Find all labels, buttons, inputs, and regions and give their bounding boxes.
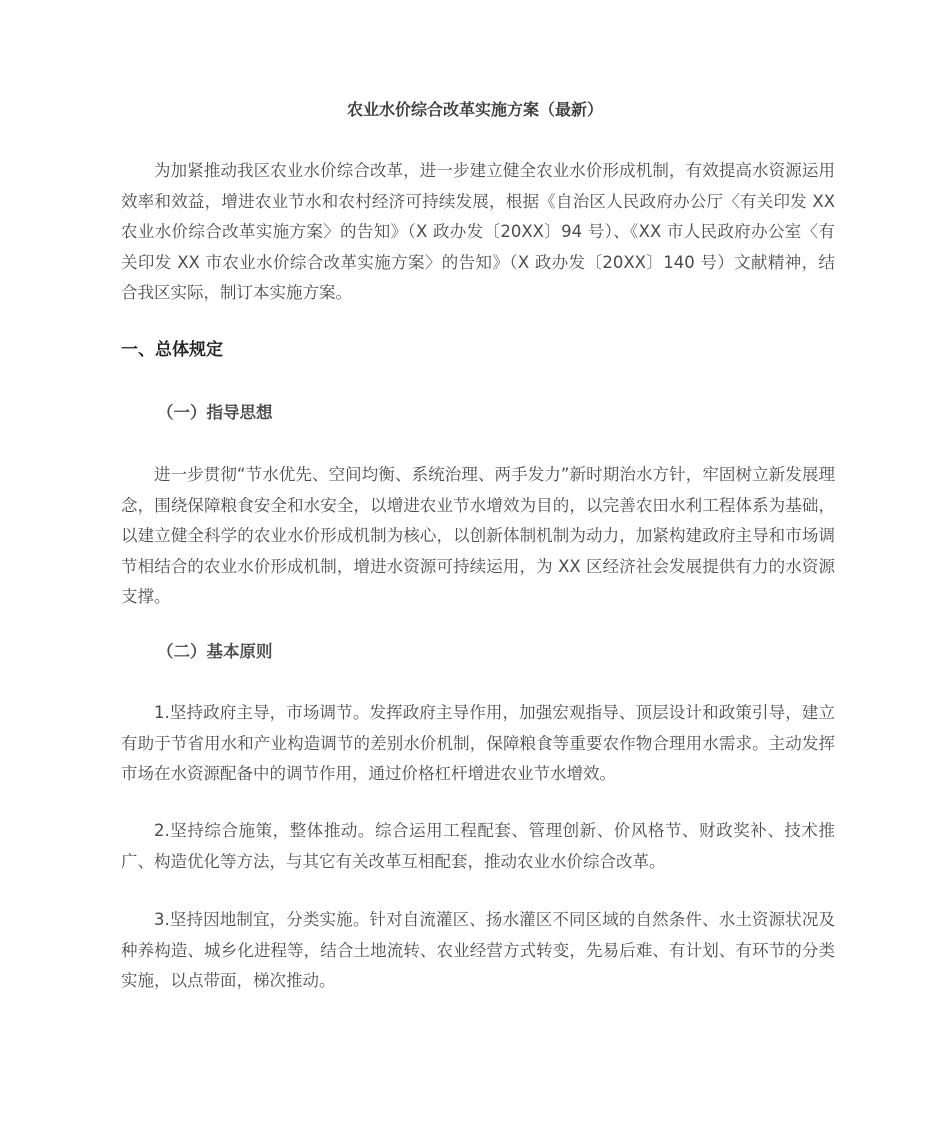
section-heading-general: 一、总体规定 [121, 340, 223, 360]
document-title: 农业水价综合改革实施方案（最新） [346, 100, 603, 119]
subheading-basic-principles: （二）基本原则 [157, 642, 273, 661]
principle-paragraph-3: 3.坚持因地制宜，分类实施。针对自流灌区、扬水灌区不同区域的自然条件、水土资源状况及种养构造、城乡化进程等，结合土地流转、农业经营方式转变，先易后难、有计划、有环节的分类实施，以点带面，梯次推动。 [121, 910, 835, 990]
principle-paragraph-1: 1.坚持政府主导，市场调节。发挥政府主导作用，加强宏观指导、顶层设计和政策引导，建立有助于节省用水和产业构造调节的差别水价机制，保障粮食等重要农作物合理用水需求。主动发挥市场在水资源配备中的调节作用，通过价格杠杆增进农业节水增效。 [121, 703, 835, 783]
guiding-thought-paragraph: 进一步贯彻“节水优先、空间均衡、系统治理、两手发力”新时期治水方针，牢固树立新发展理念，围绕保障粮食安全和水安全，以增进农业节水增效为目的，以完善农田水利工程体系为基础，以建立健全科学的农业水价形成机制为核心，以创新体制机制为动力，加紧构建政府主导和市场调节相结合的农业水价形成机制，增进水资源可持续运用，为 XX 区经济社会发展提供有力的水资源支撑。 [121, 465, 835, 606]
principle-paragraph-2: 2.坚持综合施策，整体推动。综合运用工程配套、管理创新、价风格节、财政奖补、技术推广、构造优化等方法，与其它有关改革互相配套，推动农业水价综合改革。 [121, 821, 835, 871]
subheading-guiding-thought: （一）指导思想 [157, 403, 273, 422]
intro-paragraph: 为加紧推动我区农业水价综合改革，进一步建立健全农业水价形成机制，有效提高水资源运用效率和效益，增进农业节水和农村经济可持续发展，根据《自治区人民政府办公厅〈有关印发 XX 农业水价综合改革实施方案〉的告知》（X 政办发〔20XX〕94 号）、《XX 市人民政府办公室〈有关印发 XX 市农业水价综合改革实施方案〉的告知》（X 政办发〔20XX〕140 号）文献精神，结合我区实际，制订本实施方案。 [121, 161, 835, 302]
